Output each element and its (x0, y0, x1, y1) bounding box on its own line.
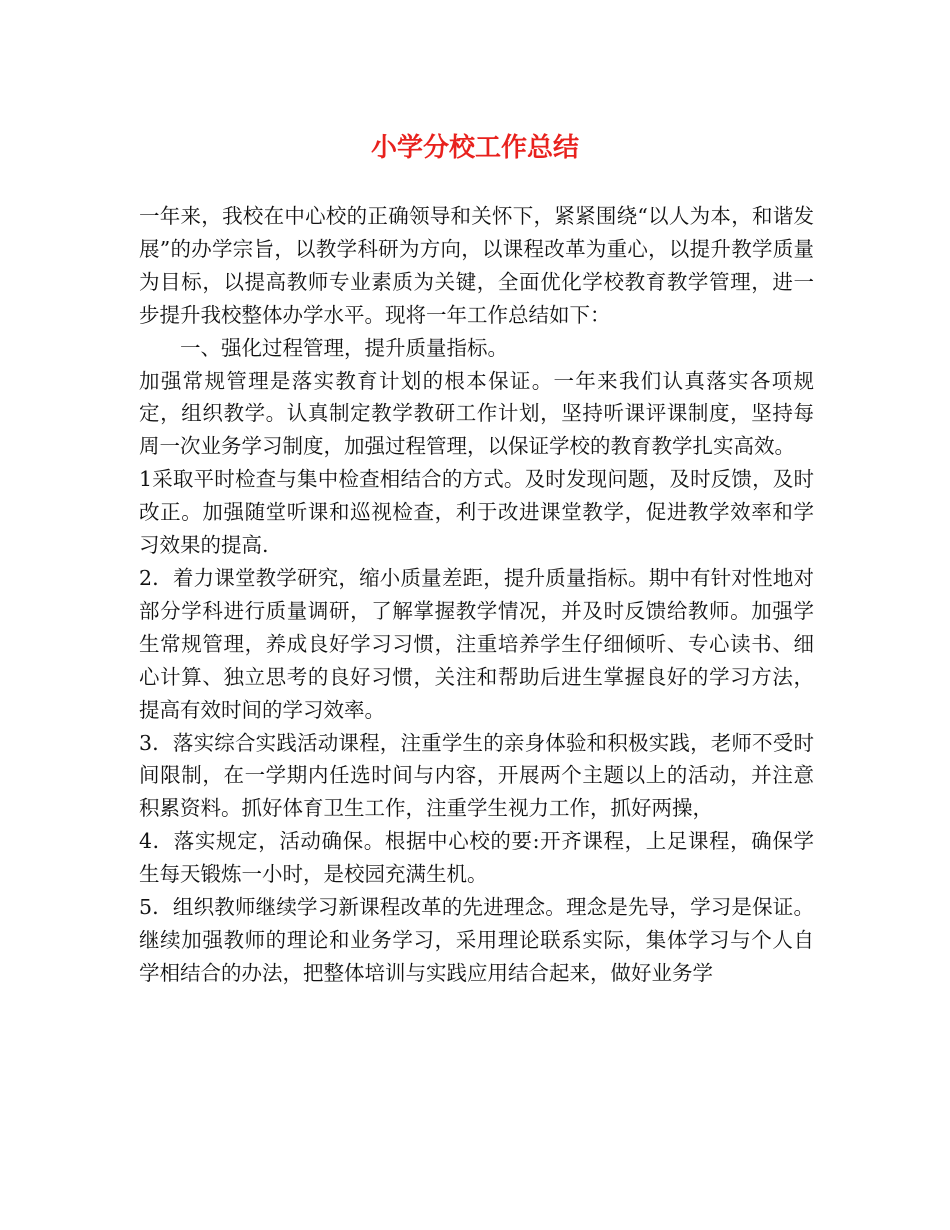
list-item-3: 3．落实综合实践活动课程，注重学生的亲身体验和积极实践，老师不受时间限制，在一学期内任选时间与内容，开展两个主题以上的活动，并注意积累资料。抓好体育卫生工作，注重学生视力工作，抓好两操， (139, 730, 814, 821)
body-paragraph: 加强常规管理是落实教育计划的根本保证。一年来我们认真落实各项规定，组织教学。认真制定教学教研工作计划，坚持听课评课制度，坚持每周一次业务学习制度，加强过程管理，以保证学校的教育教学扎实高效。 (139, 368, 814, 459)
section-heading: 一、强化过程管理，提升质量指标。 (180, 335, 508, 360)
list-item-2: 2．着力课堂教学研究，缩小质量差距，提升质量指标。期中有针对性地对部分学科进行质量调研，了解掌握教学情况，并及时反馈给教师。加强学生常规管理，养成良好学习习惯，注重培养学生仔细倾听、专心读书、细心计算、独立思考的良好习惯，关注和帮助后进生掌握良好的学习方法，提高有效时间的学习效率。 (139, 565, 814, 722)
document-title: 小学分校工作总结 (370, 133, 579, 163)
list-item-5: 5．组织教师继续学习新课程改革的先进理念。理念是先导，学习是保证。继续加强教师的理论和业务学习，采用理论联系实际，集体学习与个人自学相结合的办法，把整体培训与实践应用结合起来，做好业务学 (139, 895, 814, 985)
list-item-1: 1采取平时检查与集中检查相结合的方式。及时发现问题，及时反馈，及时改正。加强随堂听课和巡视检查，利于改进课堂教学，促进教学效率和学习效果的提高. (139, 467, 814, 558)
list-item-4: 4．落实规定，活动确保。根据中心校的要:开齐课程，上足课程，确保学生每天锻炼一小时，是校园充满生机。 (139, 829, 814, 887)
document-body (139, 200, 814, 990)
intro-paragraph: 一年来，我校在中心校的正确领导和关怀下，紧紧围绕“以人为本，和谐发展”的办学宗旨，以教学科研为方向，以课程改革为重心，以提升教学质量为目标，以提高教师专业素质为关键，全面优化学校教育教学管理，进一步提升我校整体办学水平。现将一年工作总结如下： (139, 204, 814, 327)
